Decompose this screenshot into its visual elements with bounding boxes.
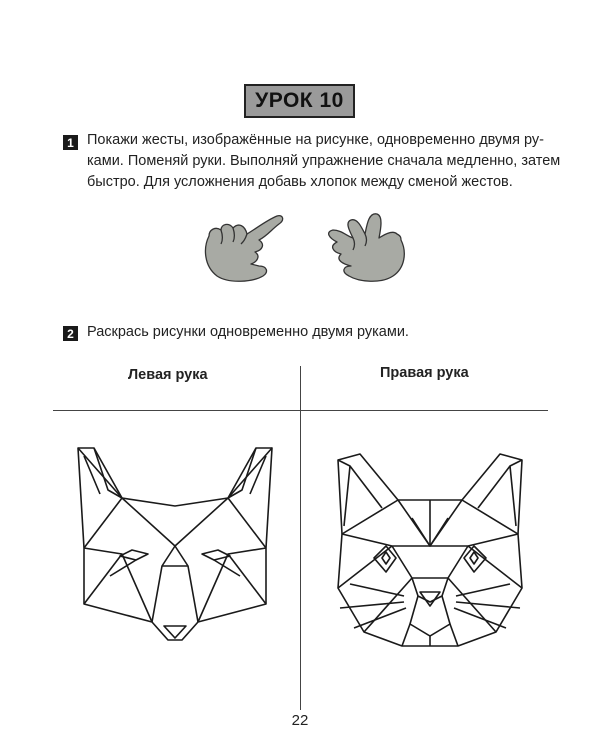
pointing-hand-icon bbox=[205, 216, 282, 282]
left-hand-label: Левая рука bbox=[128, 367, 208, 383]
task-1-line: быстро. Для усложнения добавь хлопок между сменой жестов. bbox=[87, 174, 513, 190]
hand-gestures-illustration bbox=[195, 206, 415, 286]
task-1-line: Покажи жесты, изображённые на рисунке, одновременно двумя ру- bbox=[87, 132, 544, 148]
lesson-title: УРОК 10 bbox=[244, 84, 355, 118]
task-1-line: ками. Поменяй руки. Выполняй упражнение сначала медленно, затем bbox=[87, 153, 561, 169]
geometric-cat-drawing[interactable] bbox=[320, 446, 540, 661]
open-hand-icon bbox=[329, 214, 405, 281]
task-1-number: 1 bbox=[63, 135, 78, 150]
task-1-text bbox=[87, 130, 561, 193]
geometric-fox-drawing[interactable] bbox=[70, 436, 280, 656]
task-2-number: 2 bbox=[63, 326, 78, 341]
vertical-divider bbox=[300, 366, 301, 710]
right-hand-label: Правая рука bbox=[380, 365, 469, 381]
page-number: 22 bbox=[291, 712, 309, 729]
task-2-text: Раскрась рисунки одновременно двумя руками. bbox=[87, 324, 409, 340]
